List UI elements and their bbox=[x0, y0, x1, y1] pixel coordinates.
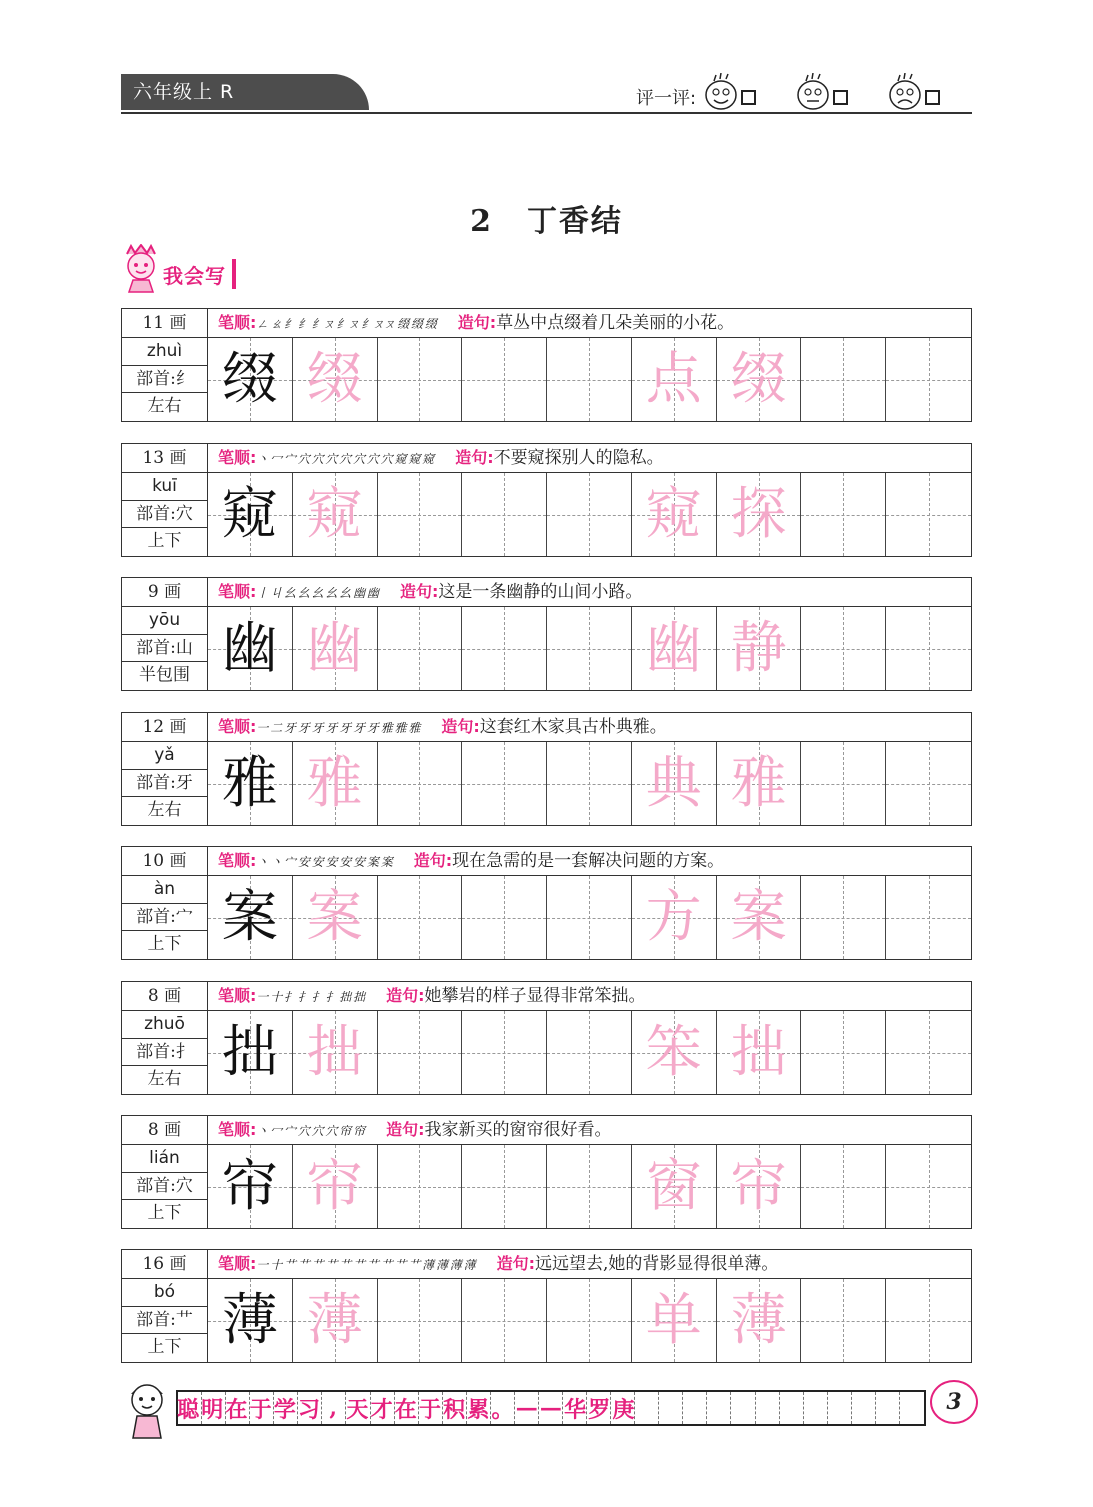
writing-cell[interactable] bbox=[886, 876, 971, 959]
writing-cell[interactable] bbox=[632, 1279, 717, 1362]
sad-face-icon bbox=[888, 73, 924, 111]
writing-grid bbox=[208, 607, 971, 690]
trace-word-char: 窗 bbox=[645, 1153, 702, 1219]
pinyin: àn bbox=[122, 876, 207, 904]
example-sentence: 她攀岩的样子显得非常笨拙。 bbox=[424, 986, 646, 1006]
writing-cell[interactable] bbox=[293, 1011, 378, 1094]
motto-char: 才 bbox=[370, 1396, 393, 1423]
rating-checkbox[interactable] bbox=[925, 90, 940, 105]
motto-char: 学 bbox=[273, 1396, 296, 1423]
info-row bbox=[122, 309, 971, 338]
writing-cell bbox=[208, 338, 293, 421]
writing-cell[interactable] bbox=[378, 1145, 463, 1228]
motto-char: 习 bbox=[298, 1396, 321, 1423]
example-sentence: 我家新买的窗帘很好看。 bbox=[424, 1120, 612, 1140]
radical: 部首:山 bbox=[122, 635, 207, 663]
writing-cell[interactable] bbox=[462, 1011, 547, 1094]
writing-cell[interactable] bbox=[632, 742, 717, 825]
structure: 上下 bbox=[147, 1337, 182, 1358]
character-block bbox=[121, 1249, 972, 1363]
writing-cell[interactable] bbox=[801, 1145, 886, 1228]
trace-word-char: 窥 bbox=[645, 481, 702, 547]
writing-cell[interactable] bbox=[293, 1145, 378, 1228]
writing-cell[interactable] bbox=[462, 607, 547, 690]
stroke-count: 16 画 bbox=[122, 1250, 208, 1278]
stroke-order: 丶 丶 宀 安 安 安 安 安 案 案 bbox=[256, 855, 392, 869]
writing-grid bbox=[208, 338, 971, 421]
writing-cell[interactable] bbox=[378, 742, 463, 825]
motto-cell bbox=[756, 1392, 780, 1424]
motto-cell bbox=[731, 1392, 755, 1424]
writing-cell[interactable] bbox=[886, 338, 971, 421]
writing-cell[interactable] bbox=[462, 876, 547, 959]
stroke-count: 8 画 bbox=[122, 1116, 208, 1144]
info-text bbox=[208, 1250, 971, 1278]
smile-face-icon bbox=[704, 73, 740, 111]
trace-word-char: 雅 bbox=[730, 750, 787, 816]
trace-character: 雅 bbox=[306, 750, 363, 816]
motto-char: 华 bbox=[564, 1396, 587, 1423]
stroke-count: 11 画 bbox=[122, 309, 208, 337]
character-block bbox=[121, 577, 972, 691]
motto-char: 在 bbox=[394, 1396, 417, 1423]
stroke-count: 9 画 bbox=[122, 578, 208, 606]
writing-cell[interactable] bbox=[462, 1145, 547, 1228]
character-meta bbox=[122, 876, 208, 959]
rating-checkbox[interactable] bbox=[833, 90, 848, 105]
radical: 部首:穴 bbox=[122, 1173, 207, 1201]
trace-character: 幽 bbox=[306, 615, 363, 681]
structure: 左右 bbox=[147, 396, 182, 417]
motto-char: 。 bbox=[491, 1396, 514, 1423]
writing-cell[interactable] bbox=[378, 338, 463, 421]
writing-grid bbox=[208, 1011, 971, 1094]
sentence-label: 造句: bbox=[399, 582, 439, 601]
writing-cell[interactable] bbox=[462, 1279, 547, 1362]
info-row bbox=[122, 847, 971, 876]
writing-cell[interactable] bbox=[717, 1279, 802, 1362]
structure: 左右 bbox=[147, 800, 182, 821]
motto-cell bbox=[852, 1392, 876, 1424]
motto-char: 罗 bbox=[588, 1396, 611, 1423]
structure: 半包围 bbox=[139, 665, 190, 686]
pinyin: yǎ bbox=[122, 742, 207, 770]
writing-cell[interactable] bbox=[886, 1279, 971, 1362]
trace-word-char: 方 bbox=[645, 884, 702, 950]
writing-cell[interactable] bbox=[547, 1279, 632, 1362]
writing-cell[interactable] bbox=[717, 1145, 802, 1228]
model-character: 薄 bbox=[221, 1287, 278, 1353]
section-badge bbox=[121, 244, 236, 294]
stroke-order-label: 笔顺: bbox=[218, 582, 257, 601]
boy-mascot-icon bbox=[121, 1376, 173, 1444]
character-block bbox=[121, 981, 972, 1095]
character-block bbox=[121, 308, 972, 422]
pinyin: bó bbox=[122, 1279, 207, 1307]
sentence-label: 造句: bbox=[496, 1254, 536, 1273]
stroke-order: ㄥ ㄠ 纟 纟 纟ㄡ 纟ㄡ 纟ㄡㄡ 缀 缀 缀 bbox=[256, 317, 436, 331]
stroke-order-label: 笔顺: bbox=[218, 1254, 257, 1273]
writing-grid bbox=[208, 1279, 971, 1362]
writing-cell[interactable] bbox=[717, 473, 802, 556]
writing-cell[interactable] bbox=[801, 1011, 886, 1094]
stroke-order-label: 笔顺: bbox=[218, 1120, 257, 1139]
writing-cell bbox=[208, 742, 293, 825]
writing-cell[interactable] bbox=[801, 876, 886, 959]
info-row bbox=[122, 1250, 971, 1279]
trace-word-char: 案 bbox=[730, 884, 787, 950]
example-sentence: 现在急需的是一套解决问题的方案。 bbox=[452, 851, 725, 871]
writing-cell[interactable] bbox=[632, 1145, 717, 1228]
writing-grid bbox=[208, 742, 971, 825]
writing-cell[interactable] bbox=[801, 607, 886, 690]
trace-word-char: 笨 bbox=[645, 1019, 702, 1085]
trace-word-char: 帘 bbox=[730, 1153, 787, 1219]
writing-cell[interactable] bbox=[378, 876, 463, 959]
info-row bbox=[122, 444, 971, 473]
structure: 左右 bbox=[147, 1069, 182, 1090]
writing-cell[interactable] bbox=[632, 338, 717, 421]
grade-tab: 六年级上 R bbox=[121, 74, 369, 110]
stroke-order: 一 十 扌 扌 扌 扌 拙 拙 bbox=[256, 990, 365, 1004]
writing-cell[interactable] bbox=[547, 473, 632, 556]
trace-word-char: 探 bbox=[730, 481, 787, 547]
motto-cell bbox=[828, 1392, 852, 1424]
motto-cell bbox=[900, 1392, 924, 1424]
writing-cell[interactable] bbox=[293, 473, 378, 556]
structure: 上下 bbox=[147, 934, 182, 955]
stroke-order: 丨 丩 幺 幺 幺 幺 幺 幽 幽 bbox=[256, 586, 378, 600]
rating-neutral[interactable] bbox=[796, 73, 848, 111]
model-character: 缀 bbox=[221, 346, 278, 412]
rating-area bbox=[636, 72, 940, 112]
trace-word-char: 点 bbox=[645, 346, 702, 412]
writing-cell[interactable] bbox=[801, 1279, 886, 1362]
structure: 上下 bbox=[147, 1203, 182, 1224]
radical: 部首:宀 bbox=[122, 904, 207, 932]
motto-char: 在 bbox=[225, 1396, 248, 1423]
motto-char: 明 bbox=[201, 1396, 224, 1423]
trace-word-char: 单 bbox=[645, 1287, 702, 1353]
writing-cell[interactable] bbox=[632, 876, 717, 959]
model-character: 拙 bbox=[221, 1019, 278, 1085]
writing-cell[interactable] bbox=[378, 1279, 463, 1362]
writing-cell[interactable] bbox=[547, 876, 632, 959]
motto-char: 积 bbox=[443, 1396, 466, 1423]
trace-word-char: 拙 bbox=[730, 1019, 787, 1085]
stroke-order: 一 十 艹 艹 艹 艹 艹 艹 艹 艹 艹 艹 薄 薄 薄 薄 bbox=[256, 1258, 475, 1272]
writing-cell[interactable] bbox=[632, 1011, 717, 1094]
info-text bbox=[208, 309, 971, 337]
model-character: 帘 bbox=[221, 1153, 278, 1219]
writing-cell[interactable] bbox=[293, 876, 378, 959]
radical: 部首:纟 bbox=[122, 366, 207, 394]
writing-cell[interactable] bbox=[547, 607, 632, 690]
writing-cell[interactable] bbox=[547, 742, 632, 825]
stroke-order-label: 笔顺: bbox=[218, 448, 257, 467]
trace-character: 拙 bbox=[306, 1019, 363, 1085]
trace-character: 案 bbox=[306, 884, 363, 950]
writing-cell bbox=[208, 1145, 293, 1228]
motto-char: 于 bbox=[249, 1396, 272, 1423]
pinyin: zhuì bbox=[122, 338, 207, 366]
section-label: 我会写 bbox=[163, 263, 226, 288]
motto-cell bbox=[876, 1392, 900, 1424]
writing-cell[interactable] bbox=[462, 742, 547, 825]
trace-character: 薄 bbox=[306, 1287, 363, 1353]
rating-sad[interactable] bbox=[888, 73, 940, 111]
writing-cell[interactable] bbox=[293, 1279, 378, 1362]
character-meta bbox=[122, 1011, 208, 1094]
rating-label: 评一评: bbox=[636, 88, 697, 109]
pinyin: lián bbox=[122, 1145, 207, 1173]
writing-cell bbox=[208, 1011, 293, 1094]
writing-cell[interactable] bbox=[801, 742, 886, 825]
writing-cell[interactable] bbox=[801, 473, 886, 556]
motto-cell bbox=[683, 1392, 707, 1424]
stroke-order-label: 笔顺: bbox=[218, 851, 257, 870]
motto-char: — bbox=[515, 1395, 538, 1421]
motto-char: 庚 bbox=[612, 1396, 635, 1423]
header-rule bbox=[121, 112, 972, 114]
writing-cell[interactable] bbox=[462, 338, 547, 421]
example-sentence: 这套红木家具古朴典雅。 bbox=[479, 717, 667, 737]
writing-cell[interactable] bbox=[717, 742, 802, 825]
lesson-name: 丁香结 bbox=[526, 204, 623, 239]
writing-cell[interactable] bbox=[886, 742, 971, 825]
info-row bbox=[122, 982, 971, 1011]
writing-cell[interactable] bbox=[293, 607, 378, 690]
writing-cell[interactable] bbox=[717, 338, 802, 421]
stroke-order-label: 笔顺: bbox=[218, 313, 257, 332]
writing-cell[interactable] bbox=[886, 1145, 971, 1228]
motto-cell bbox=[780, 1392, 804, 1424]
rating-checkbox[interactable] bbox=[741, 90, 756, 105]
section-bar bbox=[232, 259, 236, 289]
stroke-count: 12 画 bbox=[122, 713, 208, 741]
radical: 部首:艹 bbox=[122, 1307, 207, 1335]
character-meta bbox=[122, 1279, 208, 1362]
info-row bbox=[122, 1116, 971, 1145]
writing-cell[interactable] bbox=[632, 473, 717, 556]
character-meta bbox=[122, 473, 208, 556]
writing-cell[interactable] bbox=[632, 607, 717, 690]
character-meta bbox=[122, 1145, 208, 1228]
stroke-order: 一 二 牙 牙 牙 牙 牙 牙 牙 雅 雅 雅 bbox=[256, 721, 420, 735]
writing-cell bbox=[208, 1279, 293, 1362]
character-meta bbox=[122, 338, 208, 421]
info-text bbox=[208, 982, 971, 1010]
page-number: 3 bbox=[930, 1380, 978, 1424]
stroke-count: 13 画 bbox=[122, 444, 208, 472]
motto-cell bbox=[635, 1392, 659, 1424]
trace-character: 缀 bbox=[306, 346, 363, 412]
motto-text bbox=[176, 1390, 636, 1426]
motto-char: , bbox=[329, 1395, 338, 1421]
info-row bbox=[122, 713, 971, 742]
motto-cell bbox=[659, 1392, 683, 1424]
writing-cell[interactable] bbox=[547, 1145, 632, 1228]
writing-cell[interactable] bbox=[717, 876, 802, 959]
trace-word-char: 典 bbox=[645, 750, 702, 816]
example-sentence: 远远望去,她的背影显得很单薄。 bbox=[535, 1254, 779, 1274]
sentence-label: 造句: bbox=[441, 717, 480, 736]
writing-cell[interactable] bbox=[378, 1011, 463, 1094]
example-sentence: 不要窥探别人的隐私。 bbox=[493, 448, 664, 468]
character-meta bbox=[122, 607, 208, 690]
model-character: 案 bbox=[221, 884, 278, 950]
sentence-label: 造句: bbox=[455, 448, 494, 467]
neutral-face-icon bbox=[796, 73, 832, 111]
stroke-order-label: 笔顺: bbox=[218, 717, 257, 736]
info-text bbox=[208, 444, 971, 472]
motto-cell bbox=[804, 1392, 828, 1424]
girl-mascot-icon bbox=[121, 244, 161, 294]
stroke-count: 10 画 bbox=[122, 847, 208, 875]
writing-cell[interactable] bbox=[462, 473, 547, 556]
writing-cell[interactable] bbox=[293, 742, 378, 825]
motto-char: 累 bbox=[467, 1396, 490, 1423]
writing-cell[interactable] bbox=[886, 473, 971, 556]
structure: 上下 bbox=[147, 531, 182, 552]
radical: 部首:穴 bbox=[122, 501, 207, 529]
motto-cell bbox=[707, 1392, 731, 1424]
pinyin: zhuō bbox=[122, 1011, 207, 1039]
example-sentence: 草丛中点缀着几朵美丽的小花。 bbox=[496, 313, 735, 333]
trace-word-char: 静 bbox=[730, 615, 787, 681]
motto-char: 天 bbox=[346, 1396, 369, 1423]
writing-cell bbox=[208, 607, 293, 690]
sentence-label: 造句: bbox=[457, 313, 497, 332]
writing-grid bbox=[208, 1145, 971, 1228]
writing-grid bbox=[208, 473, 971, 556]
stroke-count: 8 画 bbox=[122, 982, 208, 1010]
info-text bbox=[208, 713, 971, 741]
writing-cell[interactable] bbox=[717, 1011, 802, 1094]
lesson-title bbox=[0, 196, 1093, 240]
lesson-number: 2 bbox=[470, 204, 493, 239]
trace-character: 窥 bbox=[306, 481, 363, 547]
pinyin: yōu bbox=[122, 607, 207, 635]
info-text bbox=[208, 847, 971, 875]
trace-word-char: 幽 bbox=[645, 615, 702, 681]
motto-char: 聪 bbox=[177, 1396, 200, 1423]
stroke-order: 丶 冖 宀 穴 穴 穴 穴 穴 穴 穴 窥 窥 窥 bbox=[256, 452, 434, 466]
character-block bbox=[121, 846, 972, 960]
model-character: 幽 bbox=[221, 615, 278, 681]
writing-cell[interactable] bbox=[378, 607, 463, 690]
writing-cell bbox=[208, 473, 293, 556]
example-sentence: 这是一条幽静的山间小路。 bbox=[438, 582, 643, 602]
sentence-label: 造句: bbox=[413, 851, 453, 870]
writing-grid bbox=[208, 876, 971, 959]
motto-char: 于 bbox=[418, 1396, 441, 1423]
model-character: 雅 bbox=[221, 750, 278, 816]
character-meta bbox=[122, 742, 208, 825]
writing-cell[interactable] bbox=[886, 1011, 971, 1094]
writing-cell[interactable] bbox=[717, 607, 802, 690]
character-block bbox=[121, 1115, 972, 1229]
writing-cell[interactable] bbox=[801, 338, 886, 421]
stroke-order: 丶 冖 宀 穴 穴 穴 帘 帘 bbox=[256, 1124, 365, 1138]
sentence-label: 造句: bbox=[386, 986, 425, 1005]
motto-char: — bbox=[539, 1395, 562, 1421]
trace-word-char: 薄 bbox=[730, 1287, 787, 1353]
trace-word-char: 缀 bbox=[730, 346, 787, 412]
trace-character: 帘 bbox=[306, 1153, 363, 1219]
sentence-label: 造句: bbox=[386, 1120, 425, 1139]
stroke-order-label: 笔顺: bbox=[218, 986, 257, 1005]
character-block bbox=[121, 443, 972, 557]
writing-cell[interactable] bbox=[886, 607, 971, 690]
info-text bbox=[208, 1116, 971, 1144]
writing-cell bbox=[208, 876, 293, 959]
writing-cell[interactable] bbox=[293, 338, 378, 421]
writing-cell[interactable] bbox=[378, 473, 463, 556]
pinyin: kuī bbox=[122, 473, 207, 501]
rating-smile[interactable] bbox=[704, 73, 756, 111]
model-character: 窥 bbox=[221, 481, 278, 547]
info-text bbox=[208, 578, 971, 606]
character-block bbox=[121, 712, 972, 826]
info-row bbox=[122, 578, 971, 607]
radical: 部首:牙 bbox=[122, 770, 207, 798]
writing-cell[interactable] bbox=[547, 1011, 632, 1094]
radical: 部首:扌 bbox=[122, 1039, 207, 1067]
writing-cell[interactable] bbox=[547, 338, 632, 421]
